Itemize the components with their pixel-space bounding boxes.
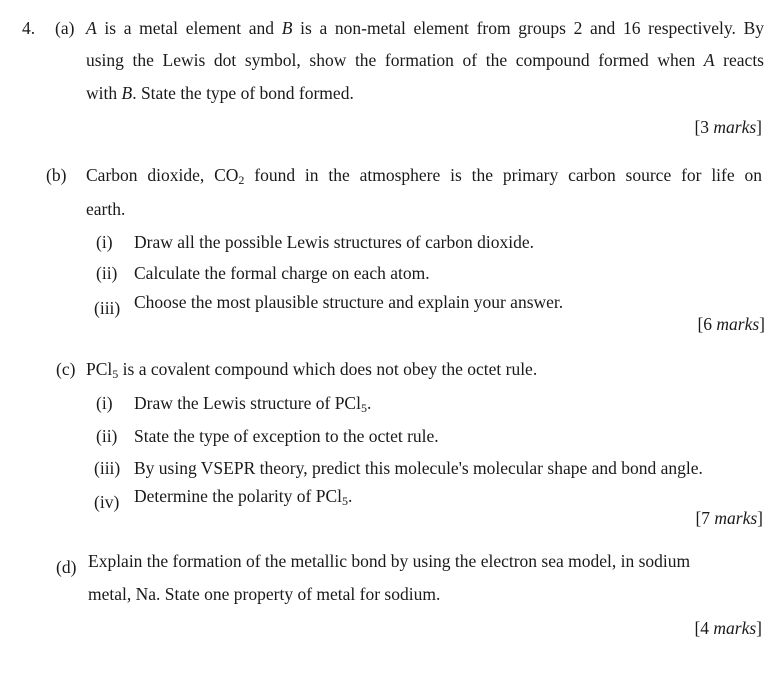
- part-c-label: (c): [56, 359, 76, 379]
- part-a-label: (a): [55, 18, 75, 38]
- part-a-line-3: with B. State the type of bond formed.: [86, 83, 354, 103]
- part-b-item-i-text: Draw all the possible Lewis structures of carbon dioxide.: [134, 232, 534, 252]
- variable-b: B: [121, 83, 133, 103]
- part-b-line-2: earth.: [86, 199, 126, 219]
- part-c-marks: [7 marks]: [695, 508, 763, 528]
- part-c-item-iii-text: By using VSEPR theory, predict this molecule's molecular shape and bond angle.: [134, 458, 703, 478]
- part-c-item-ii-text: State the type of exception to the octet rule.: [134, 426, 439, 446]
- part-a-line-1: A is a metal element and B is a non-metal element from groups 2 and 16 respectively. By: [86, 18, 764, 38]
- part-b-marks: [6 marks]: [697, 314, 765, 334]
- part-c-item-iv-label: (iv): [94, 492, 120, 512]
- variable-a: A: [703, 50, 715, 70]
- variable-a: A: [86, 18, 97, 38]
- part-c-item-ii-label: (ii): [96, 426, 118, 446]
- part-b-label: (b): [46, 165, 67, 185]
- part-a-marks: [3 marks]: [694, 117, 762, 137]
- part-a-line-2: using the Lewis dot symbol, show the formation of the compound formed when A reacts: [86, 50, 764, 70]
- part-c-intro: PCl$_5$ is a covalent compound which does not obey the octet rule.: [86, 359, 538, 381]
- part-d-line-2: metal, Na. State one property of metal for sodium.: [88, 584, 441, 604]
- question-number: 4.: [22, 18, 36, 38]
- part-b-item-iii-label: (iii): [94, 298, 121, 318]
- variable-b: B: [281, 18, 293, 38]
- part-d-label: (d): [56, 557, 77, 577]
- part-d-marks: [4 marks]: [694, 618, 762, 638]
- part-b-item-ii-text: Calculate the formal charge on each atom.: [134, 263, 430, 283]
- part-b-item-ii-label: (ii): [96, 263, 118, 283]
- part-d-line-1: Explain the formation of the metallic bond by using the electron sea model, in sodium: [88, 551, 691, 571]
- part-c-item-iv-text: Determine the polarity of PCl$_5$.: [134, 486, 353, 508]
- part-c-item-iii-label: (iii): [94, 458, 121, 478]
- part-c-item-i-label: (i): [96, 393, 113, 413]
- part-b-item-iii-text: Choose the most plausible structure and explain your answer.: [134, 292, 564, 312]
- part-b-item-i-label: (i): [96, 232, 113, 252]
- part-b-line-1: Carbon dioxide, $CO_2$ found in the atmosphere is the primary carbon source for life on: [86, 165, 762, 187]
- part-c-item-i-text: Draw the Lewis structure of PCl$_5$.: [134, 393, 372, 415]
